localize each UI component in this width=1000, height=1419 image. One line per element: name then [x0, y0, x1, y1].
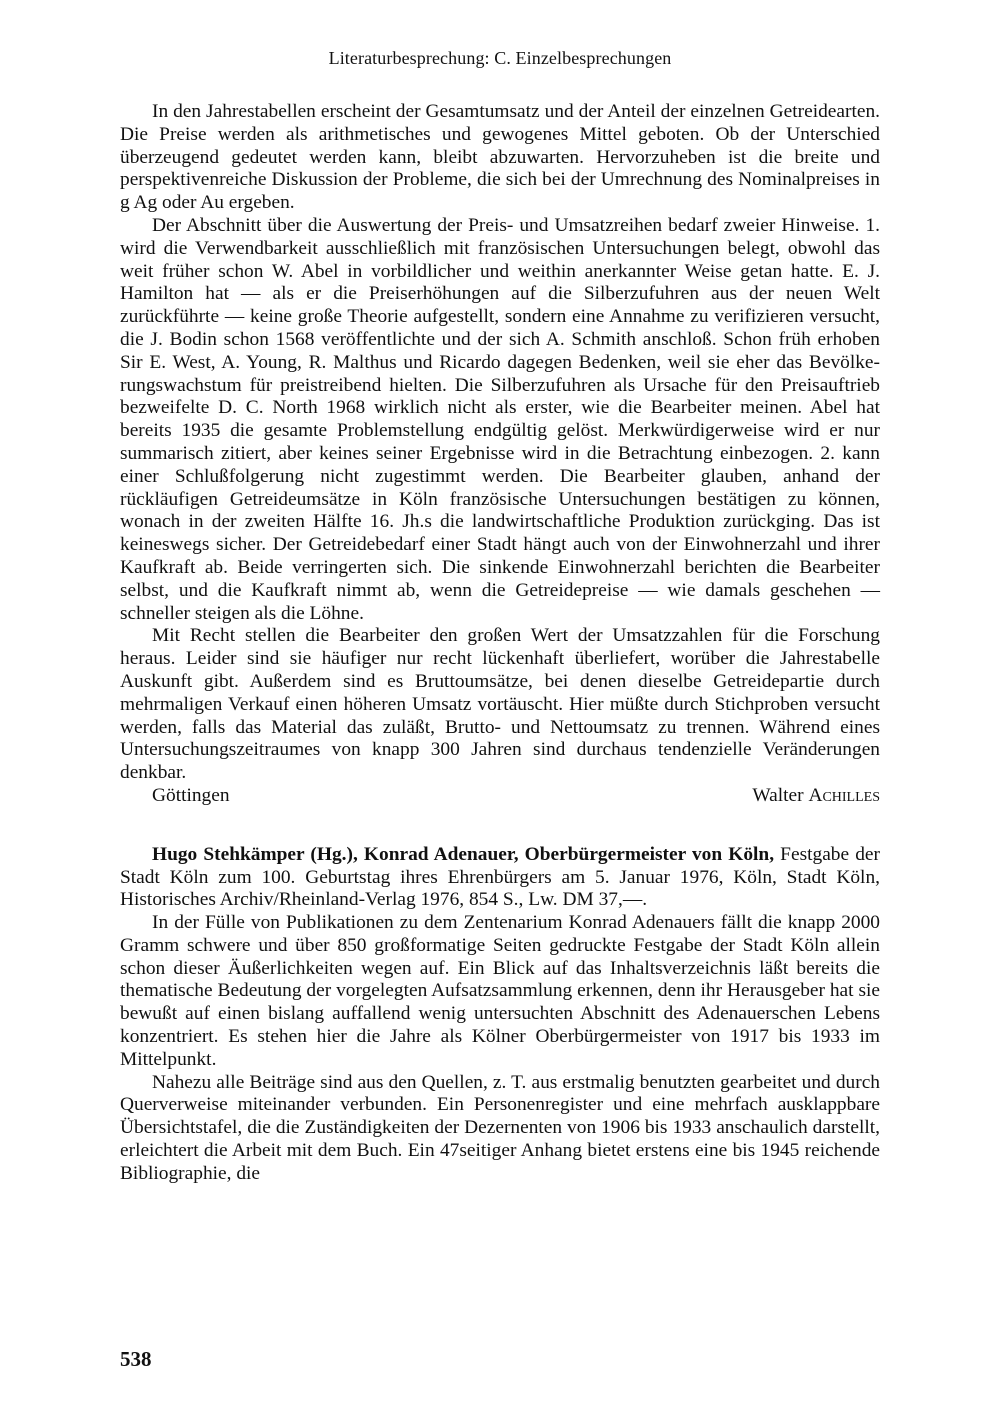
review1-paragraph-3: Mit Recht stellen die Bearbeiter den großen Wert der Umsatzzahlen für die Forschung heraus. Leider sind sie häufiger nur recht lückenhaft überliefert, worüber die Jahrestabelle Auskunft gibt. Außerdem sind es Bruttoumsätze, bei denen dieselbe Getreidepartie durch mehrmaligen Verkauf einen höheren Umsatz vortäuscht. Hier müßte durch Stichproben versucht werden, falls das Material das zuläßt, Brutto- und Nettoumsatz zu trennen. Während eines Untersuchungszeitraumes von knapp 300 Jahren sind durchaus tendenzielle Veränderungen denkbar.	[120, 625, 880, 784]
review2-heading-rest: Festgabe der Stadt Köln zum 100. Geburtstag ihres Ehrenbürgers am 5. Januar 1976, Köln, Stadt Köln, Historisches Archiv/Rheinland-Verlag 1976, 854 S., Lw. DM 37,—.	[120, 843, 880, 911]
section-gap	[120, 808, 880, 844]
review-place: Göttingen	[152, 784, 230, 806]
review2-paragraph-2: Nahezu alle Beiträge sind aus den Quellen, z. T. aus erstmalig benutzten gearbeitet und durch Querverweise miteinander verbunden. Ein Personenregister und eine mehrfach ausklappbare Übersichtstafel, die die Zuständigkeiten der Dezernenten von 1906 bis 1933 anschaulich darstellt, erleichtert die Arbeit mit dem Buch. Ein 47seitiger Anhang bietet erstens eine bis 1945 reichende Bibliographie, die	[120, 1071, 880, 1184]
review1-paragraph-2: Der Abschnitt über die Auswertung der Preis- und Umsatzreihen bedarf zweier Hinweise. 1. wird die Verwendbarkeit ausschließlich mit französischen Untersuchungen belegt, obwohl das weit früher schon W. Abel in vorbildlicher und weithin anerkannter Weise getan hatte. E. J. Hamilton hat — als er die Preiserhöhungen auf die Silberzufuhren aus der neuen Welt zurückführte — keine große Theorie aufgestellt, sondern eine Annahme zu verifizieren versucht, die J. Bodin schon 1568 veröffentlichte und der sich A. Schmith anschloß. Schon früh erhoben Sir E. West, A. Young, R. Malthus und Ricardo dagegen Bedenken, weil sie eher das Bevölkerungswachstum für preistreibend hielten. Die Silberzufuhren als Ursache für den Preisauftrieb bezweifelte D. C. North 1968 wirklich nicht als erster, wie die Bearbeiter meinen. Abel hat bereits 1935 die gesamte Problemstellung endgültig gelöst. Merkwürdigerweise wird er nur summarisch zitiert, aber keines seiner Ergebnisse wird in die Betrachtung einbezogen. 2. kann einer Schlußfolgerung nicht zugestimmt werden. Die Bearbeiter glauben, anhand der rückläufigen Getreideumsätze in Köln französische Untersuchungen bestätigen zu können, wonach in der zweiten Hälfte 16. Jh.s die landwirtschaftliche Produktion zurückging. Das ist keineswegs sicher. Der Getreidebedarf einer Stadt hängt auch von der Einwohnerzahl und ihrer Kaufkraft ab. Beide verringerten sich. Die sinkende Einwohnerzahl berichten die Bearbeiter selbst, und die Kaufkraft nimmt ab, wenn die Getreidepreise — wie damals geschehen — schneller steigen als die Löhne.	[120, 214, 880, 624]
review2-heading	[120, 844, 880, 912]
review2-heading-bold: Hugo Stehkämper (Hg.), Konrad Adenauer, Oberbürgermeister von Köln,	[152, 843, 775, 865]
review1-signature	[120, 785, 880, 808]
reviewer-name	[752, 785, 880, 808]
body-text	[120, 101, 880, 1186]
running-head: Literaturbesprechung: C. Einzelbesprechungen	[328, 48, 672, 68]
reviewer-last-name: Achilles	[808, 784, 880, 806]
review2-paragraph-1: In der Fülle von Publikationen zu dem Zentenarium Konrad Adenauers fällt die knapp 2000 Gramm schwere und über 850 großformatige Seiten gedruckte Festgabe der Stadt Köln allein schon dieser Äußerlichkeiten wegen auf. Ein Blick auf das Inhaltsverzeichnis läßt bereits die thematische Bedeutung der vorgelegten Aufsatzsammlung erkennen, denn ihr Herausgeber hat sie bewußt auf einen bislang auffallend wenig untersuchten Abschnitt des Adenauerschen Lebens konzentriert. Es stehen hier die Jahre als Kölner Oberbürgermeister von 1917 bis 1933 im Mittelpunkt.	[120, 912, 880, 1070]
reviewer-first-name: Walter	[752, 784, 804, 806]
page-number: 538	[120, 1347, 152, 1371]
document-page	[120, 0, 880, 1419]
review1-paragraph-1: In den Jahrestabellen erscheint der Gesamtumsatz und der Anteil der einzelnen Getreidearten. Die Preise werden als arithmetisches und gewogenes Mittel geboten. Ob der Unterschied überzeugend gedeutet werden kann, bleibt abzuwarten. Hervorzuheben ist die breite und perspektivenreiche Diskussion der Probleme, die sich bei der Umrechnung des Nominalpreises in g Ag oder Au ergeben.	[120, 101, 880, 214]
